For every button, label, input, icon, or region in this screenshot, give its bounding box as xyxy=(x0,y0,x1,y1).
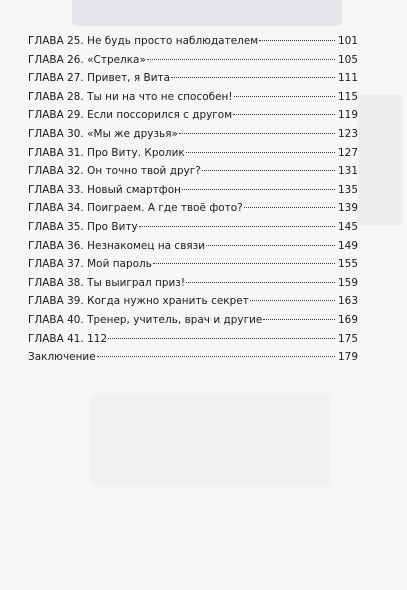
dot-leader xyxy=(259,40,335,41)
chapter-title: Тренер, учитель, врач и другие xyxy=(87,313,263,326)
dot-leader xyxy=(202,170,335,171)
dot-leader xyxy=(153,263,335,264)
dot-leader xyxy=(250,300,335,301)
toc-entry xyxy=(28,125,358,144)
dot-leader xyxy=(244,207,335,208)
dot-leader xyxy=(186,152,335,153)
toc-entry xyxy=(28,106,358,125)
page-number: 127 xyxy=(338,146,358,159)
page-number: 135 xyxy=(338,183,358,196)
chapter-number: ГЛАВА 26. xyxy=(28,53,84,66)
chapter-title: Про Виту xyxy=(87,220,138,233)
toc-entry xyxy=(28,330,358,349)
chapter-number: ГЛАВА 32. xyxy=(28,165,84,178)
chapter-number: ГЛАВА 39. xyxy=(28,295,84,308)
chapter-title: Поиграем. А где твоё фото? xyxy=(87,202,243,215)
dot-leader xyxy=(233,114,335,115)
chapter-title: Про Виту. Кролик xyxy=(87,146,185,159)
dot-leader xyxy=(139,226,335,227)
toc-entry xyxy=(28,69,358,88)
chapter-number: ГЛАВА 29. xyxy=(28,109,84,122)
toc-entry xyxy=(28,144,358,163)
chapter-title: Не будь просто наблюдателем xyxy=(87,35,259,47)
page-number: 169 xyxy=(338,313,358,326)
chapter-number: ГЛАВА 27. xyxy=(28,72,84,85)
page-number: 149 xyxy=(338,239,358,252)
chapter-title: Незнакомец на связи xyxy=(87,239,206,252)
dot-leader xyxy=(186,282,335,283)
chapter-number: ГЛАВА 38. xyxy=(28,276,84,289)
chapter-number: ГЛАВА 36. xyxy=(28,239,84,252)
page-number: 115 xyxy=(338,90,358,103)
table-of-contents xyxy=(28,32,358,367)
chapter-number: ГЛАВА 34. xyxy=(28,202,84,215)
chapter-title: Ты выиграл приз! xyxy=(87,276,186,289)
page-number: 175 xyxy=(338,332,358,345)
chapter-title: «Мы же друзья» xyxy=(87,127,178,140)
show-through-block xyxy=(358,95,403,225)
chapter-number: ГЛАВА 35. xyxy=(28,220,84,233)
chapter-title: Когда нужно хранить секрет xyxy=(87,295,249,308)
toc-entry xyxy=(28,51,358,70)
chapter-title: Если поссорился с другом xyxy=(87,109,233,122)
page-number: 111 xyxy=(338,72,358,85)
toc-entry xyxy=(28,274,358,293)
chapter-number: ГЛАВА 37. xyxy=(28,258,84,271)
dot-leader xyxy=(97,356,335,357)
page-number: 131 xyxy=(338,165,358,178)
chapter-number: ГЛАВА 33. xyxy=(28,183,84,196)
toc-entry xyxy=(28,181,358,200)
toc-entry-conclusion xyxy=(28,348,358,367)
chapter-title: Новый смартфон xyxy=(87,183,181,196)
dot-leader xyxy=(234,96,335,97)
toc-entry xyxy=(28,199,358,218)
dot-leader xyxy=(147,59,335,60)
chapter-title: Привет, я Вита xyxy=(87,72,171,85)
dot-leader xyxy=(108,338,335,339)
chapter-title: Заключение xyxy=(28,351,96,364)
chapter-title: Ты ни на что не способен! xyxy=(87,90,233,103)
toc-entry xyxy=(28,32,358,51)
chapter-number: ГЛАВА 40. xyxy=(28,313,84,326)
chapter-number: ГЛАВА 30. xyxy=(28,127,84,140)
chapter-number: ГЛАВА 28. xyxy=(28,90,84,103)
chapter-title: Мой пароль xyxy=(87,258,152,271)
toc-entry xyxy=(28,292,358,311)
chapter-number: ГЛАВА 41. xyxy=(28,332,84,345)
page-number: 163 xyxy=(338,295,358,308)
page-number: 155 xyxy=(338,258,358,271)
dot-leader xyxy=(179,133,335,134)
show-through-banner xyxy=(72,0,342,26)
chapter-title: 112 xyxy=(87,332,108,345)
toc-entry xyxy=(28,218,358,237)
page-number: 179 xyxy=(338,351,358,364)
chapter-title: Он точно твой друг? xyxy=(87,165,201,178)
toc-entry xyxy=(28,88,358,107)
toc-entry xyxy=(28,162,358,181)
page-number: 101 xyxy=(338,35,358,47)
dot-leader xyxy=(206,245,335,246)
page-number: 139 xyxy=(338,202,358,215)
chapter-title: «Стрелка» xyxy=(87,53,146,66)
show-through-block xyxy=(90,395,330,485)
toc-entry xyxy=(28,237,358,256)
page-number: 105 xyxy=(338,53,358,66)
chapter-number: ГЛАВА 25. xyxy=(28,35,84,47)
page-number: 145 xyxy=(338,220,358,233)
page-number: 123 xyxy=(338,127,358,140)
dot-leader xyxy=(263,319,335,320)
dot-leader xyxy=(182,189,335,190)
toc-entry xyxy=(28,255,358,274)
toc-entry xyxy=(28,311,358,330)
dot-leader xyxy=(171,77,335,78)
chapter-number: ГЛАВА 31. xyxy=(28,146,84,159)
page-number: 119 xyxy=(338,109,358,122)
page-number: 159 xyxy=(338,276,358,289)
